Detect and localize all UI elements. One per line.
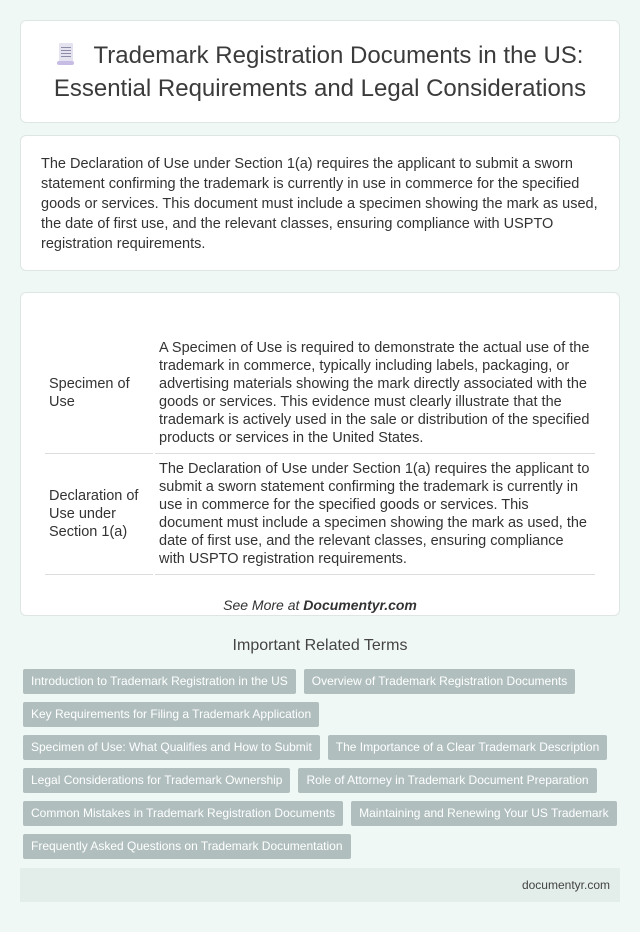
page-title-text: Trademark Registration Documents in the US: Essential Requirements and Legal Considerations	[53, 41, 587, 102]
page-title	[21, 39, 619, 105]
related-terms-list	[23, 669, 623, 859]
document-icon	[57, 43, 74, 65]
related-term-tag[interactable]: Common Mistakes in Trademark Registration Documents	[23, 801, 343, 826]
related-term-tag[interactable]: Overview of Trademark Registration Documents	[304, 669, 575, 694]
related-term-tag[interactable]: Role of Attorney in Trademark Document Preparation	[298, 768, 596, 793]
intro-card	[20, 135, 620, 271]
title-card	[20, 20, 620, 123]
see-more	[43, 597, 597, 613]
table-row	[45, 454, 595, 575]
description-cell: A Specimen of Use is required to demonstrate the actual use of the trademark in commerce, typically including labels, packaging, or advertising materials showing the mark directly associated with the goods or services. This evidence must clearly illustrate that the trademark is actively used in the sale or distribution of the specified products or services in the United States.	[155, 313, 595, 454]
related-term-tag[interactable]: Frequently Asked Questions on Trademark Documentation	[23, 834, 351, 859]
term-cell: Specimen of Use	[45, 313, 153, 454]
footer-site-link[interactable]: documentyr.com	[521, 878, 610, 892]
description-cell: The Declaration of Use under Section 1(a) requires the applicant to submit a sworn statement confirming the trademark is currently in use in commerce for the specified goods or services. This document must include a specimen showing the mark as used, the date of first use, and the relevant classes, ensuring compliance with USPTO registration requirements.	[155, 454, 595, 575]
term-cell: Declaration of Use under Section 1(a)	[45, 454, 153, 575]
related-term-tag[interactable]: Legal Considerations for Trademark Ownership	[23, 768, 290, 793]
related-term-tag[interactable]: The Importance of a Clear Trademark Description	[328, 735, 607, 760]
related-term-tag[interactable]: Specimen of Use: What Qualifies and How to Submit	[23, 735, 320, 760]
related-term-tag[interactable]: Key Requirements for Filing a Trademark Application	[23, 702, 319, 727]
related-terms-title: Important Related Terms	[232, 637, 408, 654]
definitions-card	[20, 292, 620, 616]
related-term-tag[interactable]: Maintaining and Renewing Your US Trademark	[351, 801, 616, 826]
related-term-tag[interactable]: Introduction to Trademark Registration in the US	[23, 669, 296, 694]
see-more-prefix: See More at	[223, 597, 304, 613]
see-more-link[interactable]: Documentyr.com	[303, 597, 417, 613]
footer	[20, 868, 620, 902]
definitions-table	[43, 313, 597, 575]
intro-text: The Declaration of Use under Section 1(a) requires the applicant to submit a sworn statement confirming the trademark is currently in use in commerce for the specified goods or services. This document must include a specimen showing the mark as used, the date of first use, and the relevant classes, ensuring compliance with USPTO registration requirements.	[41, 156, 598, 252]
table-row	[45, 313, 595, 454]
